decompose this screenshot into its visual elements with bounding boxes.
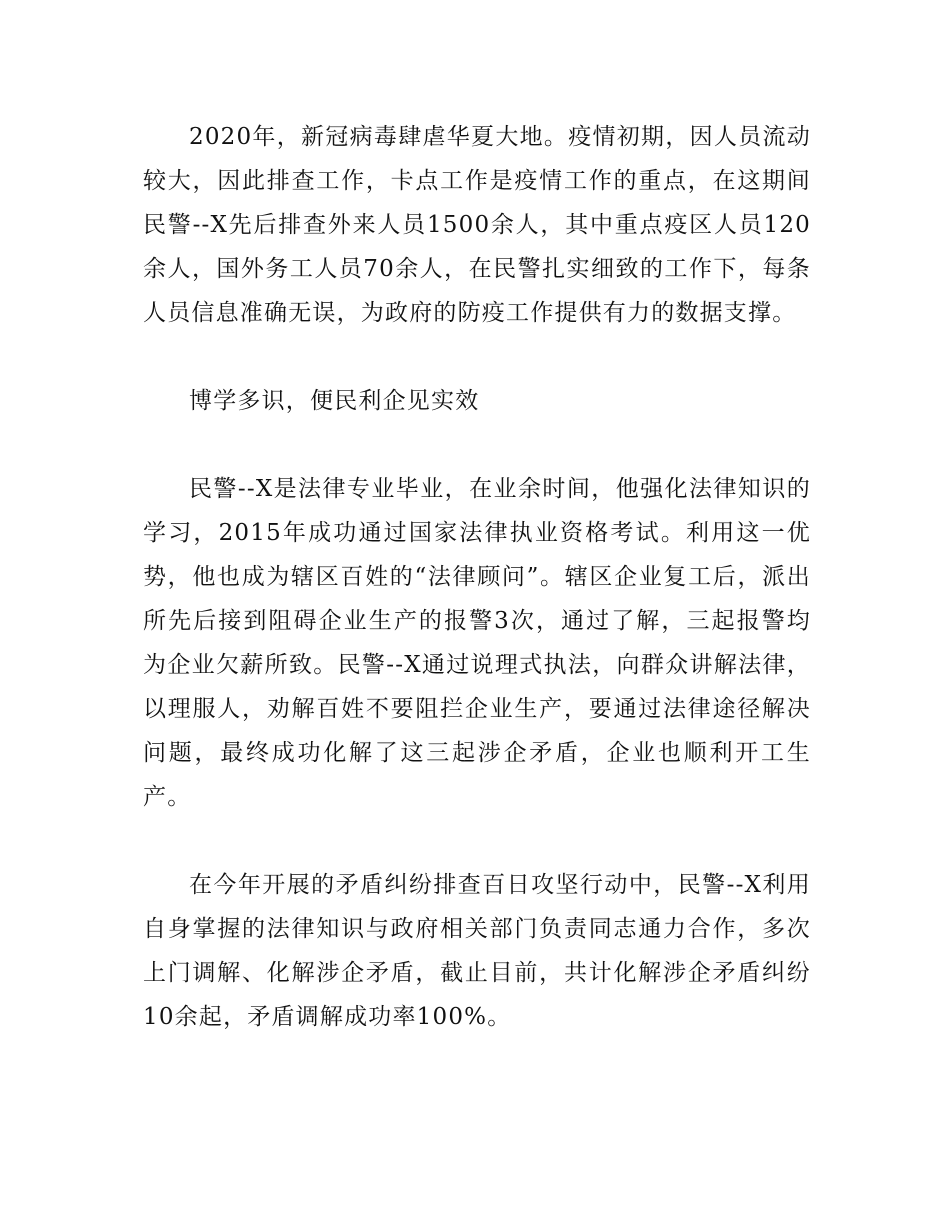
- document-body: [143, 115, 811, 1039]
- paragraph-legal-advisor: 民警--X是法律专业毕业，在业余时间，他强化法律知识的学习，2015年成功通过国家法律执业资格考试。利用这一优势，他也成为辖区百姓的“法律顾问”。辖区企业复工后，派出所先后接到阻碍企业生产的报警3次，通过了解，三起报警均为企业欠薪所致。民警--X通过说理式执法，向群众讲解法律，以理服人，劝解百姓不要阻拦企业生产，要通过法律途径解决问题，最终成功化解了这三起涉企矛盾，企业也顺利开工生产。: [143, 476, 811, 810]
- section-heading: 博学多识，便民利企见实效: [189, 388, 480, 414]
- paragraph-dispute-mediation: 在今年开展的矛盾纠纷排查百日攻坚行动中，民警--X利用自身掌握的法律知识与政府相关部门负责同志通力合作，多次上门调解、化解涉企矛盾，截止目前，共计化解涉企矛盾纠纷10余起，矛盾调解成功率100%。: [143, 872, 811, 1030]
- paragraph-epidemic-screening: 2020年，新冠病毒肆虐华夏大地。疫情初期，因人员流动较大，因此排查工作，卡点工作是疫情工作的重点，在这期间民警--X先后排查外来人员1500余人，其中重点疫区人员120余人，国外务工人员70余人，在民警扎实细致的工作下，每条人员信息准确无误，为政府的防疫工作提供有力的数据支撑。: [143, 124, 811, 326]
